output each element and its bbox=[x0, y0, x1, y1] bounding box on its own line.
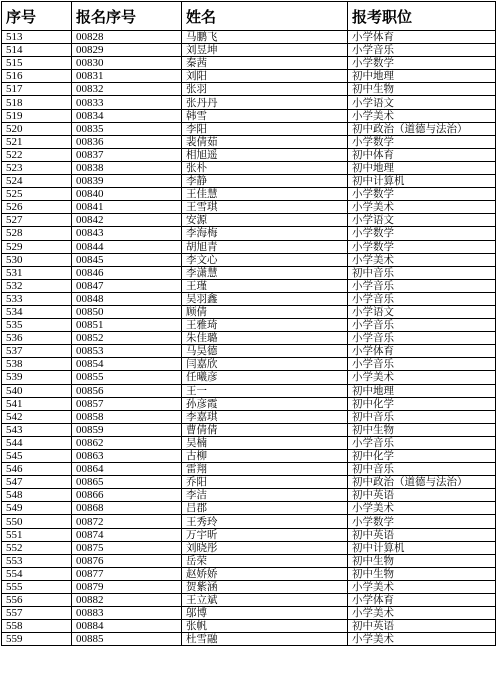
cell-seq: 523 bbox=[2, 161, 72, 174]
table-body bbox=[2, 31, 496, 646]
table-row bbox=[2, 607, 496, 620]
cell-registration-no: 00832 bbox=[72, 83, 182, 96]
cell-name: 相旭遥 bbox=[182, 148, 348, 161]
cell-name: 马昊德 bbox=[182, 345, 348, 358]
cell-registration-no: 00874 bbox=[72, 528, 182, 541]
table-row bbox=[2, 57, 496, 70]
cell-name: 裴倩茹 bbox=[182, 135, 348, 148]
cell-name: 李阳 bbox=[182, 122, 348, 135]
cell-name: 孙彦霞 bbox=[182, 397, 348, 410]
cell-name: 岳荣 bbox=[182, 554, 348, 567]
cell-name: 张羽 bbox=[182, 83, 348, 96]
cell-name: 刘阳 bbox=[182, 70, 348, 83]
cell-position: 初中生物 bbox=[348, 423, 496, 436]
cell-registration-no: 00834 bbox=[72, 109, 182, 122]
cell-registration-no: 00850 bbox=[72, 305, 182, 318]
cell-seq: 555 bbox=[2, 580, 72, 593]
cell-position: 小学数学 bbox=[348, 188, 496, 201]
cell-position: 小学语文 bbox=[348, 214, 496, 227]
table-row bbox=[2, 188, 496, 201]
cell-name: 贺紫涵 bbox=[182, 580, 348, 593]
table-row bbox=[2, 541, 496, 554]
cell-seq: 553 bbox=[2, 554, 72, 567]
cell-seq: 532 bbox=[2, 279, 72, 292]
cell-name: 雷翔 bbox=[182, 463, 348, 476]
cell-position: 小学数学 bbox=[348, 240, 496, 253]
table-row bbox=[2, 83, 496, 96]
cell-name: 秦茜 bbox=[182, 57, 348, 70]
cell-name: 胡旭青 bbox=[182, 240, 348, 253]
cell-seq: 550 bbox=[2, 515, 72, 528]
cell-position: 初中政治（道德与法治） bbox=[348, 476, 496, 489]
header-seq: 序号 bbox=[2, 2, 72, 31]
table-row bbox=[2, 44, 496, 57]
cell-position: 初中音乐 bbox=[348, 266, 496, 279]
cell-seq: 513 bbox=[2, 31, 72, 44]
table-row bbox=[2, 423, 496, 436]
cell-registration-no: 00839 bbox=[72, 175, 182, 188]
cell-seq: 528 bbox=[2, 227, 72, 240]
table-row bbox=[2, 358, 496, 371]
table-row bbox=[2, 476, 496, 489]
cell-position: 小学美术 bbox=[348, 371, 496, 384]
cell-position: 小学体育 bbox=[348, 31, 496, 44]
cell-seq: 545 bbox=[2, 450, 72, 463]
cell-registration-no: 00872 bbox=[72, 515, 182, 528]
table-row bbox=[2, 227, 496, 240]
cell-name: 邬博 bbox=[182, 607, 348, 620]
cell-seq: 549 bbox=[2, 502, 72, 515]
cell-position: 初中音乐 bbox=[348, 410, 496, 423]
cell-seq: 527 bbox=[2, 214, 72, 227]
cell-registration-no: 00851 bbox=[72, 319, 182, 332]
cell-position: 小学美术 bbox=[348, 109, 496, 122]
table-row bbox=[2, 148, 496, 161]
cell-registration-no: 00885 bbox=[72, 633, 182, 646]
table-row bbox=[2, 305, 496, 318]
table-row bbox=[2, 436, 496, 449]
cell-registration-no: 00833 bbox=[72, 96, 182, 109]
cell-seq: 548 bbox=[2, 489, 72, 502]
table-row bbox=[2, 70, 496, 83]
table-row bbox=[2, 31, 496, 44]
table-row bbox=[2, 266, 496, 279]
cell-seq: 514 bbox=[2, 44, 72, 57]
cell-name: 王秀玲 bbox=[182, 515, 348, 528]
cell-seq: 534 bbox=[2, 305, 72, 318]
cell-registration-no: 00877 bbox=[72, 567, 182, 580]
cell-seq: 520 bbox=[2, 122, 72, 135]
cell-seq: 516 bbox=[2, 70, 72, 83]
cell-position: 小学语文 bbox=[348, 305, 496, 318]
cell-name: 李潇慧 bbox=[182, 266, 348, 279]
cell-seq: 559 bbox=[2, 633, 72, 646]
cell-seq: 536 bbox=[2, 332, 72, 345]
cell-registration-no: 00829 bbox=[72, 44, 182, 57]
cell-position: 初中地理 bbox=[348, 70, 496, 83]
table-row bbox=[2, 567, 496, 580]
roster-sheet bbox=[1, 1, 495, 646]
cell-registration-no: 00843 bbox=[72, 227, 182, 240]
cell-position: 初中化学 bbox=[348, 450, 496, 463]
cell-name: 任曦彦 bbox=[182, 371, 348, 384]
applicant-table bbox=[1, 1, 496, 646]
cell-name: 张帆 bbox=[182, 620, 348, 633]
cell-position: 小学数学 bbox=[348, 515, 496, 528]
table-row bbox=[2, 515, 496, 528]
cell-registration-no: 00864 bbox=[72, 463, 182, 476]
cell-registration-no: 00858 bbox=[72, 410, 182, 423]
cell-name: 王雅琦 bbox=[182, 319, 348, 332]
cell-seq: 518 bbox=[2, 96, 72, 109]
cell-name: 李洁 bbox=[182, 489, 348, 502]
cell-name: 朱佳璐 bbox=[182, 332, 348, 345]
cell-registration-no: 00840 bbox=[72, 188, 182, 201]
cell-name: 刘昱坤 bbox=[182, 44, 348, 57]
header-registration-no: 报名序号 bbox=[72, 2, 182, 31]
cell-seq: 535 bbox=[2, 319, 72, 332]
table-row bbox=[2, 620, 496, 633]
cell-seq: 544 bbox=[2, 436, 72, 449]
cell-seq: 531 bbox=[2, 266, 72, 279]
cell-position: 小学音乐 bbox=[348, 44, 496, 57]
cell-registration-no: 00853 bbox=[72, 345, 182, 358]
table-row bbox=[2, 450, 496, 463]
cell-position: 初中体育 bbox=[348, 148, 496, 161]
cell-name: 万宇昕 bbox=[182, 528, 348, 541]
cell-position: 初中计算机 bbox=[348, 541, 496, 554]
cell-registration-no: 00855 bbox=[72, 371, 182, 384]
cell-seq: 554 bbox=[2, 567, 72, 580]
cell-name: 闫嘉欣 bbox=[182, 358, 348, 371]
cell-position: 小学音乐 bbox=[348, 436, 496, 449]
cell-position: 小学音乐 bbox=[348, 332, 496, 345]
cell-registration-no: 00866 bbox=[72, 489, 182, 502]
table-row bbox=[2, 332, 496, 345]
table-row bbox=[2, 410, 496, 423]
cell-name: 曹倩倩 bbox=[182, 423, 348, 436]
cell-position: 初中生物 bbox=[348, 554, 496, 567]
cell-seq: 543 bbox=[2, 423, 72, 436]
cell-seq: 541 bbox=[2, 397, 72, 410]
cell-seq: 529 bbox=[2, 240, 72, 253]
cell-registration-no: 00846 bbox=[72, 266, 182, 279]
cell-seq: 547 bbox=[2, 476, 72, 489]
cell-registration-no: 00848 bbox=[72, 292, 182, 305]
cell-registration-no: 00859 bbox=[72, 423, 182, 436]
cell-registration-no: 00865 bbox=[72, 476, 182, 489]
cell-name: 王佳慧 bbox=[182, 188, 348, 201]
cell-name: 古柳 bbox=[182, 450, 348, 463]
cell-position: 初中英语 bbox=[348, 620, 496, 633]
table-row bbox=[2, 175, 496, 188]
cell-name: 王一 bbox=[182, 384, 348, 397]
cell-name: 李嘉琪 bbox=[182, 410, 348, 423]
cell-position: 小学音乐 bbox=[348, 319, 496, 332]
cell-registration-no: 00875 bbox=[72, 541, 182, 554]
table-row bbox=[2, 279, 496, 292]
table-row bbox=[2, 161, 496, 174]
table-row bbox=[2, 384, 496, 397]
cell-name: 吴楠 bbox=[182, 436, 348, 449]
header-name: 姓名 bbox=[182, 2, 348, 31]
cell-position: 小学美术 bbox=[348, 253, 496, 266]
cell-registration-no: 00841 bbox=[72, 201, 182, 214]
cell-position: 初中英语 bbox=[348, 489, 496, 502]
cell-name: 顾倩 bbox=[182, 305, 348, 318]
cell-seq: 533 bbox=[2, 292, 72, 305]
table-row bbox=[2, 109, 496, 122]
cell-name: 李海梅 bbox=[182, 227, 348, 240]
cell-seq: 539 bbox=[2, 371, 72, 384]
cell-position: 初中地理 bbox=[348, 384, 496, 397]
cell-seq: 558 bbox=[2, 620, 72, 633]
header-position: 报考职位 bbox=[348, 2, 496, 31]
cell-registration-no: 00876 bbox=[72, 554, 182, 567]
table-row bbox=[2, 554, 496, 567]
cell-position: 初中地理 bbox=[348, 161, 496, 174]
cell-seq: 538 bbox=[2, 358, 72, 371]
cell-position: 小学数学 bbox=[348, 135, 496, 148]
table-row bbox=[2, 397, 496, 410]
cell-seq: 540 bbox=[2, 384, 72, 397]
cell-seq: 542 bbox=[2, 410, 72, 423]
table-row bbox=[2, 253, 496, 266]
cell-position: 小学数学 bbox=[348, 57, 496, 70]
cell-name: 张丹丹 bbox=[182, 96, 348, 109]
cell-name: 赵娇娇 bbox=[182, 567, 348, 580]
cell-position: 小学音乐 bbox=[348, 279, 496, 292]
cell-seq: 519 bbox=[2, 109, 72, 122]
cell-registration-no: 00838 bbox=[72, 161, 182, 174]
table-row bbox=[2, 240, 496, 253]
table-row bbox=[2, 345, 496, 358]
cell-registration-no: 00882 bbox=[72, 594, 182, 607]
table-row bbox=[2, 292, 496, 305]
cell-position: 小学音乐 bbox=[348, 358, 496, 371]
cell-name: 吕郡 bbox=[182, 502, 348, 515]
cell-registration-no: 00868 bbox=[72, 502, 182, 515]
cell-position: 初中英语 bbox=[348, 528, 496, 541]
cell-registration-no: 00828 bbox=[72, 31, 182, 44]
cell-name: 乔阳 bbox=[182, 476, 348, 489]
table-row bbox=[2, 214, 496, 227]
cell-name: 韩雪 bbox=[182, 109, 348, 122]
table-row bbox=[2, 594, 496, 607]
cell-position: 初中生物 bbox=[348, 83, 496, 96]
cell-registration-no: 00879 bbox=[72, 580, 182, 593]
cell-position: 小学数学 bbox=[348, 227, 496, 240]
cell-registration-no: 00847 bbox=[72, 279, 182, 292]
cell-registration-no: 00830 bbox=[72, 57, 182, 70]
cell-seq: 556 bbox=[2, 594, 72, 607]
cell-position: 初中音乐 bbox=[348, 463, 496, 476]
cell-position: 初中化学 bbox=[348, 397, 496, 410]
cell-registration-no: 00844 bbox=[72, 240, 182, 253]
header-row bbox=[2, 2, 496, 31]
cell-seq: 526 bbox=[2, 201, 72, 214]
table-row bbox=[2, 122, 496, 135]
table-row bbox=[2, 135, 496, 148]
table-row bbox=[2, 371, 496, 384]
cell-name: 李静 bbox=[182, 175, 348, 188]
cell-name: 马鹏飞 bbox=[182, 31, 348, 44]
cell-position: 小学体育 bbox=[348, 594, 496, 607]
cell-registration-no: 00831 bbox=[72, 70, 182, 83]
cell-position: 初中计算机 bbox=[348, 175, 496, 188]
cell-position: 初中政治（道德与法治） bbox=[348, 122, 496, 135]
cell-registration-no: 00854 bbox=[72, 358, 182, 371]
table-row bbox=[2, 201, 496, 214]
cell-registration-no: 00842 bbox=[72, 214, 182, 227]
cell-position: 小学语文 bbox=[348, 96, 496, 109]
table-row bbox=[2, 580, 496, 593]
cell-position: 小学美术 bbox=[348, 607, 496, 620]
cell-name: 王雪琪 bbox=[182, 201, 348, 214]
cell-seq: 525 bbox=[2, 188, 72, 201]
cell-registration-no: 00837 bbox=[72, 148, 182, 161]
cell-registration-no: 00845 bbox=[72, 253, 182, 266]
cell-registration-no: 00856 bbox=[72, 384, 182, 397]
table-row bbox=[2, 463, 496, 476]
cell-name: 吴羽鑫 bbox=[182, 292, 348, 305]
cell-position: 小学美术 bbox=[348, 633, 496, 646]
cell-name: 杜雪融 bbox=[182, 633, 348, 646]
cell-seq: 551 bbox=[2, 528, 72, 541]
cell-name: 李文心 bbox=[182, 253, 348, 266]
table-row bbox=[2, 528, 496, 541]
table-row bbox=[2, 489, 496, 502]
cell-seq: 557 bbox=[2, 607, 72, 620]
cell-seq: 521 bbox=[2, 135, 72, 148]
cell-position: 小学音乐 bbox=[348, 292, 496, 305]
cell-seq: 517 bbox=[2, 83, 72, 96]
cell-seq: 537 bbox=[2, 345, 72, 358]
cell-seq: 552 bbox=[2, 541, 72, 554]
table-row bbox=[2, 502, 496, 515]
cell-name: 王瑾 bbox=[182, 279, 348, 292]
cell-position: 小学体育 bbox=[348, 345, 496, 358]
cell-seq: 530 bbox=[2, 253, 72, 266]
cell-name: 王立斌 bbox=[182, 594, 348, 607]
cell-registration-no: 00862 bbox=[72, 436, 182, 449]
cell-position: 小学美术 bbox=[348, 201, 496, 214]
cell-seq: 546 bbox=[2, 463, 72, 476]
cell-name: 刘晓彤 bbox=[182, 541, 348, 554]
cell-registration-no: 00863 bbox=[72, 450, 182, 463]
cell-registration-no: 00857 bbox=[72, 397, 182, 410]
table-row bbox=[2, 319, 496, 332]
cell-registration-no: 00836 bbox=[72, 135, 182, 148]
cell-seq: 524 bbox=[2, 175, 72, 188]
cell-registration-no: 00835 bbox=[72, 122, 182, 135]
table-row bbox=[2, 633, 496, 646]
cell-position: 小学美术 bbox=[348, 580, 496, 593]
cell-seq: 522 bbox=[2, 148, 72, 161]
cell-seq: 515 bbox=[2, 57, 72, 70]
table-row bbox=[2, 96, 496, 109]
cell-registration-no: 00852 bbox=[72, 332, 182, 345]
cell-registration-no: 00884 bbox=[72, 620, 182, 633]
cell-name: 张朴 bbox=[182, 161, 348, 174]
cell-registration-no: 00883 bbox=[72, 607, 182, 620]
cell-position: 小学美术 bbox=[348, 502, 496, 515]
cell-position: 初中生物 bbox=[348, 567, 496, 580]
cell-name: 安源 bbox=[182, 214, 348, 227]
